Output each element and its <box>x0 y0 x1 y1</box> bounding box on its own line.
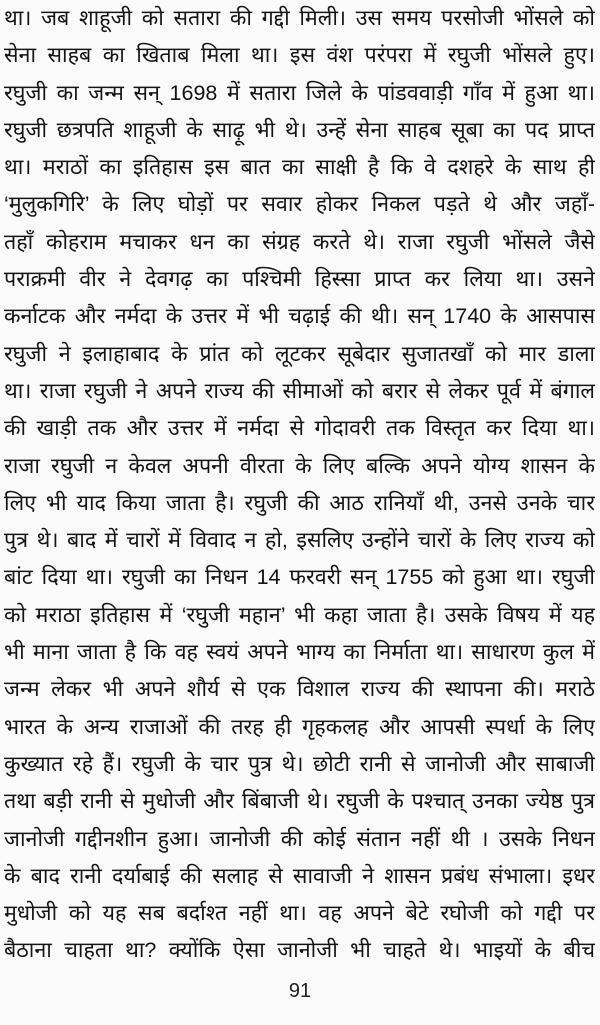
text-line: ‘मुलुकगिरि’ के लिए घोड़ों पर सवार होकर निकल पड़ते थे और जहाँ- <box>4 192 595 217</box>
text-line: रघुजी का जन्म सन् 1698 में सतारा जिले के पांडववाड़ी गाँव में हुआ था। <box>4 80 595 105</box>
text-line: रघुजी ने इलाहाबाद के प्रांत को लूटकर सूबेदार सुजातखाँ को मार डाला <box>4 341 595 366</box>
text-line: जन्म लेकर भी अपने शौर्य से एक विशाल राज्य की स्थापना की। मराठे <box>4 677 595 702</box>
text-line: भारत के अन्य राजाओं की तरह ही गृहकलह और आपसी स्पर्धा के लिए <box>4 714 595 739</box>
text-line: जानोजी गद्दीनशीन हुआ। जानोजी की कोई संतान नहीं थी । उसके निधन <box>4 826 595 851</box>
text-line: मुधोजी को यह सब बर्दाश्त नहीं था। वह अपने बेटे रघोजी को गद्दी पर <box>4 901 595 926</box>
text-line: पुत्र थे। बाद में चारों में विवाद न हो, इसलिए उन्होंने चारों के लिए राज्य को <box>4 528 595 553</box>
text-line: को मराठा इतिहास में ‘रघुजी महान’ भी कहा जाता है। उसके विषय में यह <box>4 602 595 627</box>
text-line: बांट दिया था। रघुजी का निधन 14 फरवरी सन् 1755 को हुआ था। रघुजी <box>4 565 595 590</box>
text-line: पराक्रमी वीर ने देवगढ़ का पश्चिमी हिस्सा प्राप्त कर लिया था। उसने <box>4 267 595 292</box>
text-line: लिए भी याद किया जाता है। रघुजी की आठ रानियाँ थी, उनसे उनके चार <box>4 490 595 515</box>
text-line: था। मराठों का इतिहास इस बात का साक्षी है कि वे दशहरे के साथ ही <box>4 155 595 180</box>
text-line: तहाँ कोहराम मचाकर धन का संग्रह करते थे। राजा रघुजी भोंसले जैसे <box>4 229 595 254</box>
text-line: भी माना जाता है कि वह स्वयं अपने भाग्य का निर्माता था। साधारण कुल में <box>4 640 595 665</box>
text-line: राजा रघुजी न केवल अपनी वीरता के लिए बल्कि अपने योग्य शासन के <box>4 453 595 478</box>
text-line: कुख्यात रहे हैं। रघुजी के चार पुत्र थे। छोटी रानी से जानोजी और साबाजी <box>4 751 595 776</box>
text-line: कर्नाटक और नर्मदा के उत्तर में भी चढ़ाई की थी। सन् 1740 के आसपास <box>4 304 595 329</box>
page-body-text <box>4 0 595 970</box>
text-line: रघुजी छत्रपति शाहूजी के साढ़ू भी थे। उन्हें सेना साहब सूबा का पद प्राप्त <box>4 117 595 142</box>
text-line: की खाड़ी तक और उत्तर में नर्मदा से गोदावरी तक विस्तृत कर दिया था। <box>4 416 595 441</box>
page-number: 91 <box>288 980 312 1002</box>
text-line: तथा बड़ी रानी से मुधोजी और बिंबाजी थे। रघुजी के पश्चात् उनका ज्येष्ठ पुत्र <box>4 789 595 814</box>
text-line: के बाद रानी दर्याबाई की सलाह से सावाजी ने शासन प्रबंध संभाला। इधर <box>4 863 595 888</box>
text-line: था। जब शाहूजी को सतारा की गद्दी मिली। उस समय परसोजी भोंसले को <box>4 6 595 30</box>
text-line: सेना साहब का खिताब मिला था। इस वंश परंपरा में रघुजी भोंसले हुए। <box>4 43 595 68</box>
text-line: था। राजा रघुजी ने अपने राज्य की सीमाओं को बरार से लेकर पूर्व में बंगाल <box>4 378 595 403</box>
text-line: बैठाना चाहता था? क्योंकि ऐसा जानोजी भी चाहते थे। भाइयों के बीच <box>4 938 595 963</box>
